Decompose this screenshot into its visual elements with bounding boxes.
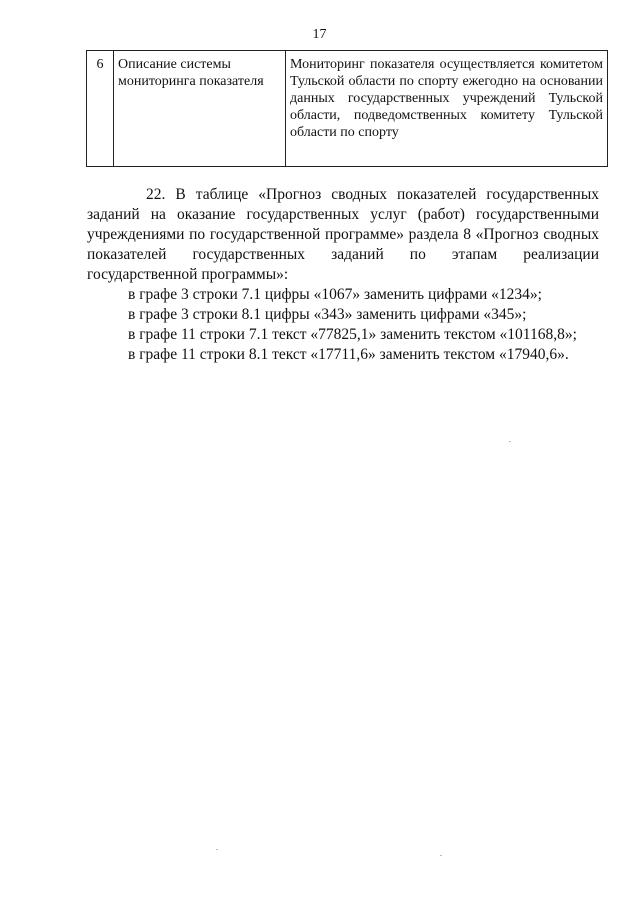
amendment-section: [87, 185, 599, 365]
amendment-item: в графе 3 строки 7.1 цифры «1067» заменить цифрами «1234»;: [128, 286, 542, 303]
scan-speck: [440, 855, 442, 856]
indicator-table: [86, 50, 608, 167]
scan-speck: [509, 441, 511, 442]
page-number: 17: [312, 27, 327, 42]
amendment-item: в графе 3 строки 8.1 цифры «343» заменить цифрами «345»;: [128, 306, 527, 323]
amendment-item: в графе 11 строки 7.1 текст «77825,1» заменить текстом «101168,8»;: [128, 326, 577, 343]
row-name-cell: Описание системы мониторинга показателя: [114, 51, 286, 167]
row-description-cell: Мониторинг показателя осуществляется комитетом Тульской области по спорту ежегодно на основании данных государственных учреждений Тульской области, подведомственных комитету Тульской области по спорту: [286, 51, 608, 167]
scan-speck: [216, 849, 218, 850]
table-row: [87, 51, 608, 167]
row-number-cell: 6: [87, 51, 114, 167]
amendment-item: в графе 11 строки 8.1 текст «17711,6» заменить текстом «17940,6».: [128, 346, 569, 363]
amendment-paragraph: 22. В таблице «Прогноз сводных показателей государственных заданий на оказание государственных услуг (работ) государственными учреждениями по государственной программе» раздела 8 «Прогноз сводных показателей государственных заданий по этапам реализации государственной программы»:: [87, 186, 599, 283]
